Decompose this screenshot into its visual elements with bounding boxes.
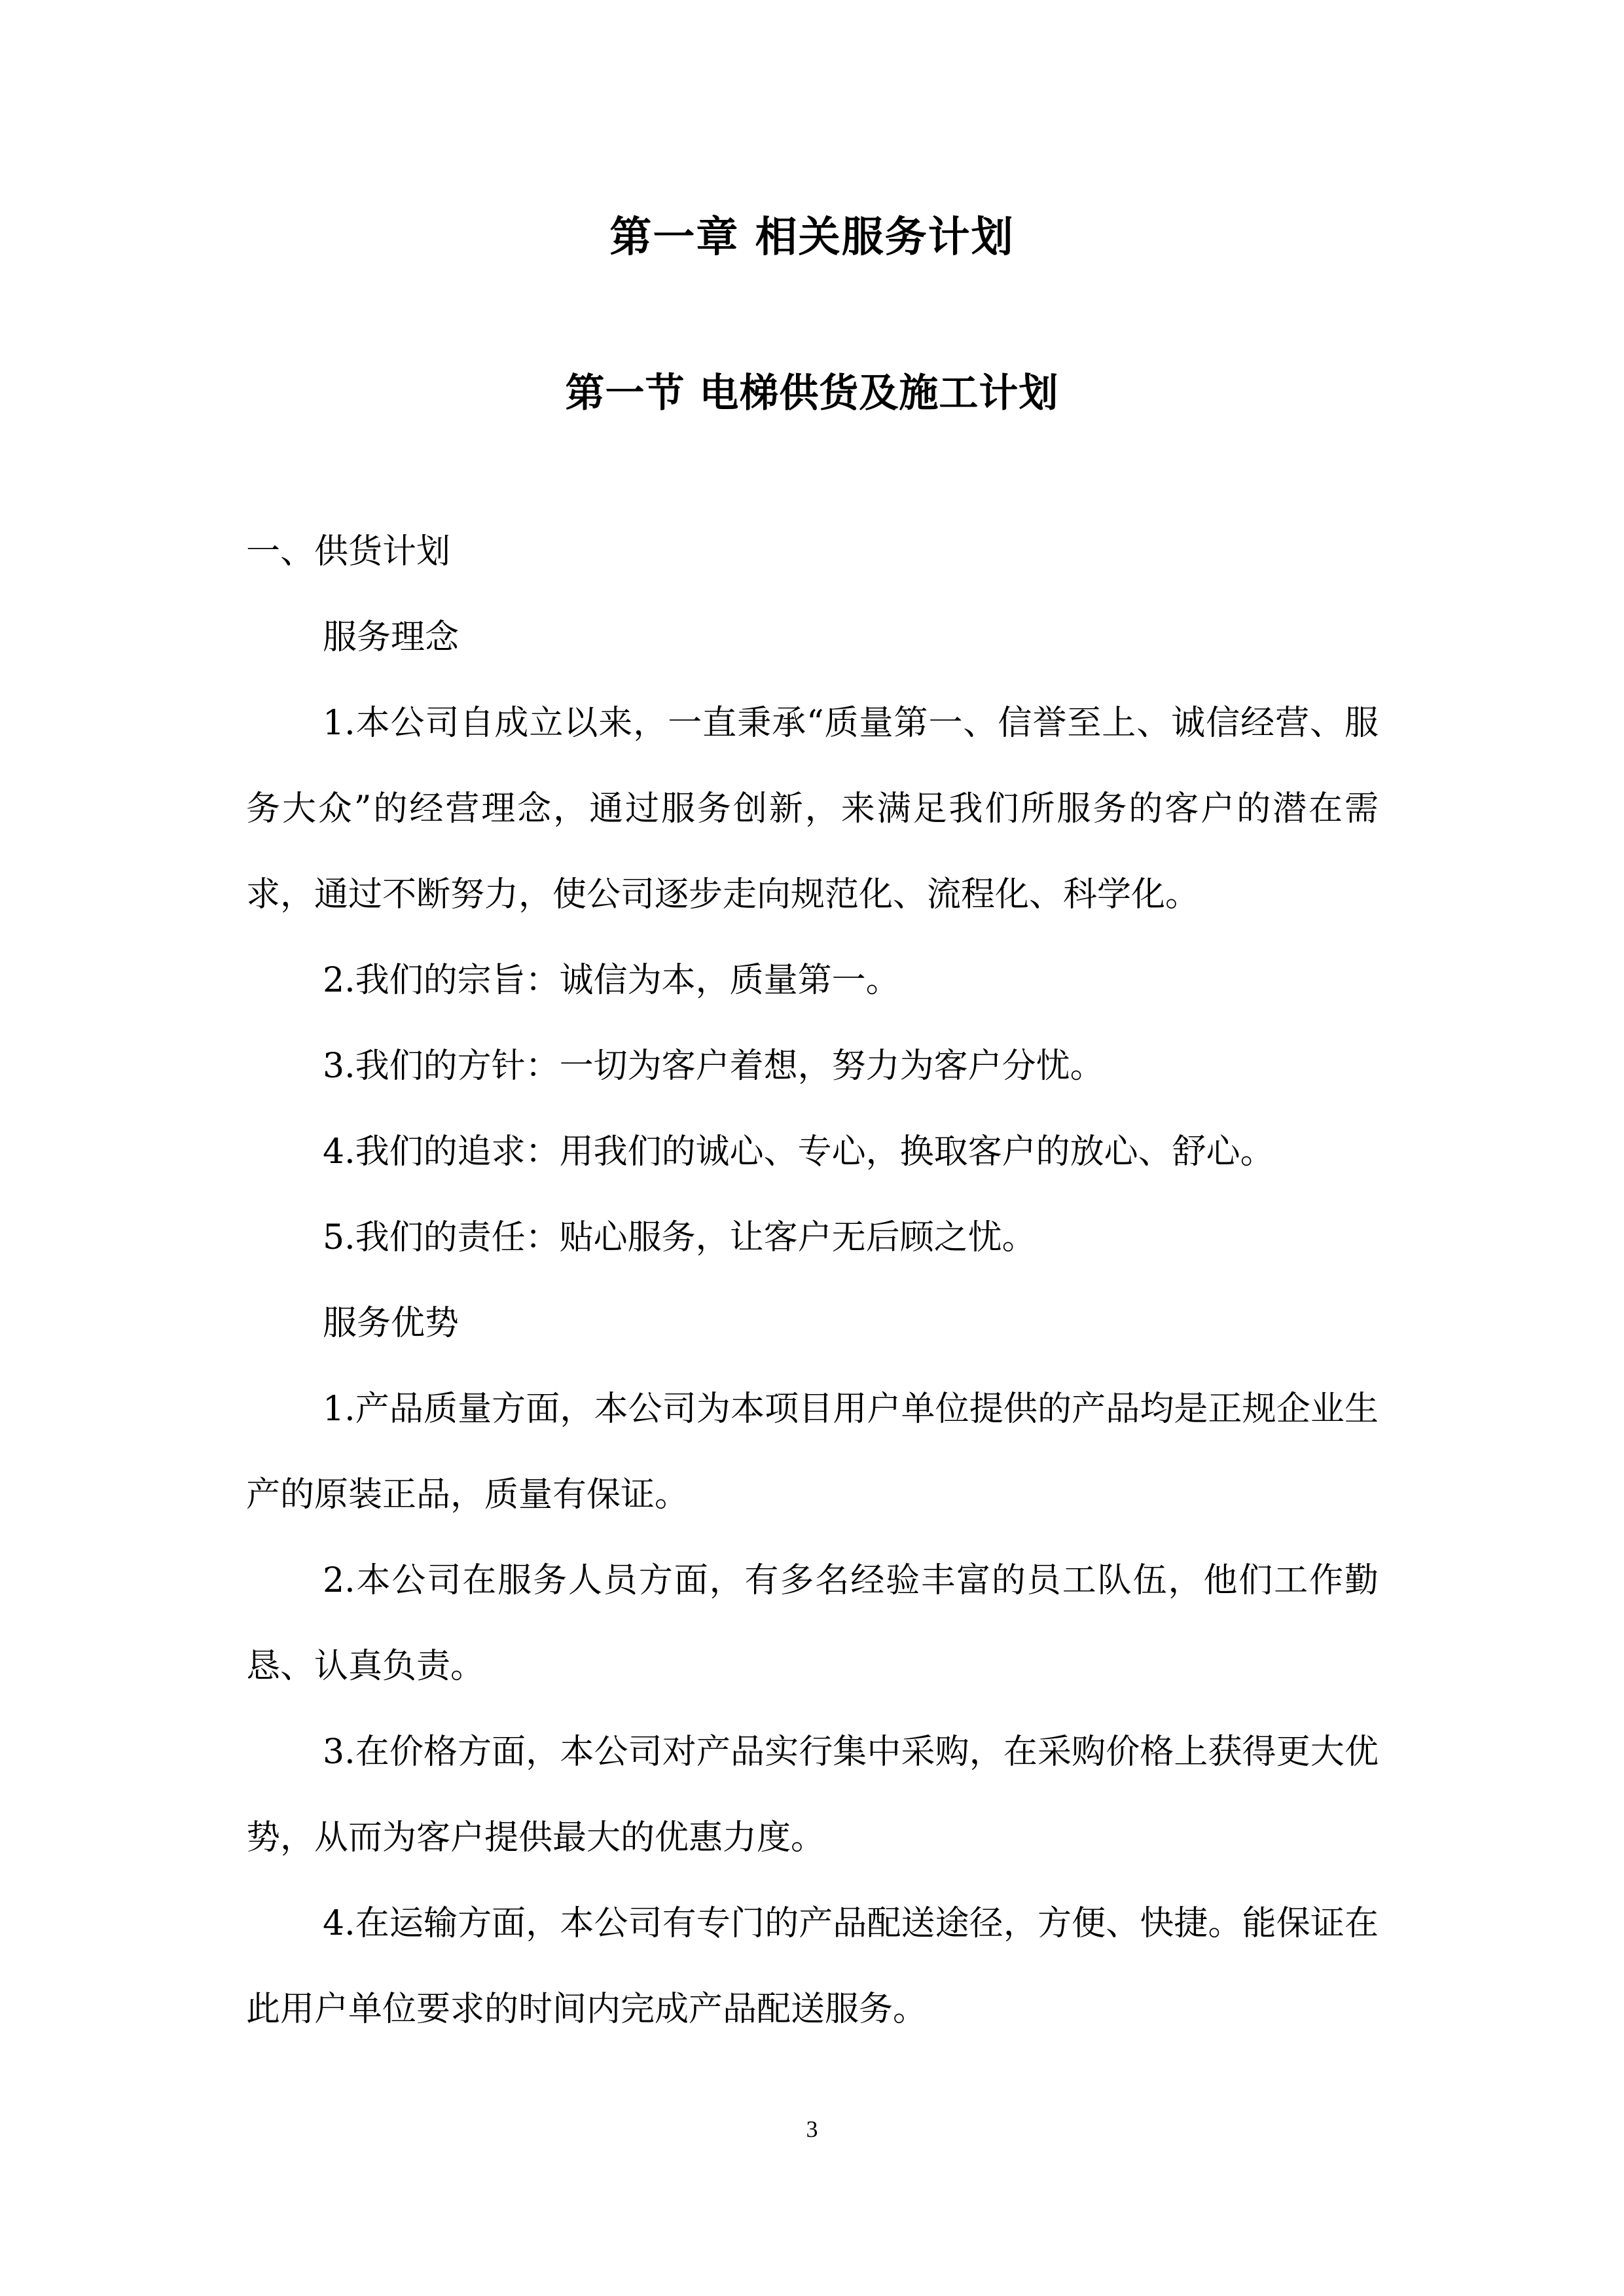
subheading-service-concept: 服务理念 bbox=[323, 618, 460, 657]
paragraph-concept-4: 4.我们的追求：用我们的诚心、专心，换取客户的放心、舒心。 bbox=[323, 1132, 1274, 1172]
page-number: 3 bbox=[806, 2116, 818, 2142]
chapter-title: 第一章 相关服务计划 bbox=[609, 213, 1015, 262]
heading-supply-plan: 一、供货计划 bbox=[246, 532, 451, 571]
paragraph-concept-2: 2.我们的宗旨：诚信为本，质量第一。 bbox=[323, 961, 900, 1000]
paragraph-concept-5: 5.我们的责任：贴心服务，让客户无后顾之忧。 bbox=[323, 1218, 1036, 1257]
section-title: 第一节 电梯供货及施工计划 bbox=[565, 370, 1059, 416]
paragraph-concept-3: 3.我们的方针：一切为客户着想，努力为客户分忧。 bbox=[323, 1047, 1104, 1086]
paragraph-advantage-3: 3.在价格方面，本公司对产品实行集中采购，在采购价格上获得更大优势，从而为客户提供最大的优惠力度。 bbox=[246, 1732, 1379, 1857]
subheading-service-advantages: 服务优势 bbox=[323, 1304, 460, 1343]
paragraph-concept-1: 1.本公司自成立以来，一直秉承“质量第一、信誉至上、诚信经营、服务大众”的经营理念，通过服务创新，来满足我们所服务的客户的潜在需求，通过不断努力，使公司逐步走向规范化、流程化、科学化。 bbox=[246, 704, 1379, 914]
paragraph-advantage-2: 2.本公司在服务人员方面，有多名经验丰富的员工队伍，他们工作勤恳、认真负责。 bbox=[246, 1561, 1379, 1686]
paragraph-advantage-1: 1.产品质量方面，本公司为本项目用户单位提供的产品均是正规企业生产的原装正品，质量有保证。 bbox=[246, 1390, 1379, 1515]
document-body bbox=[246, 509, 1379, 2053]
paragraph-advantage-4: 4.在运输方面，本公司有专门的产品配送途径，方便、快捷。能保证在此用户单位要求的时间内完成产品配送服务。 bbox=[246, 1904, 1379, 2029]
